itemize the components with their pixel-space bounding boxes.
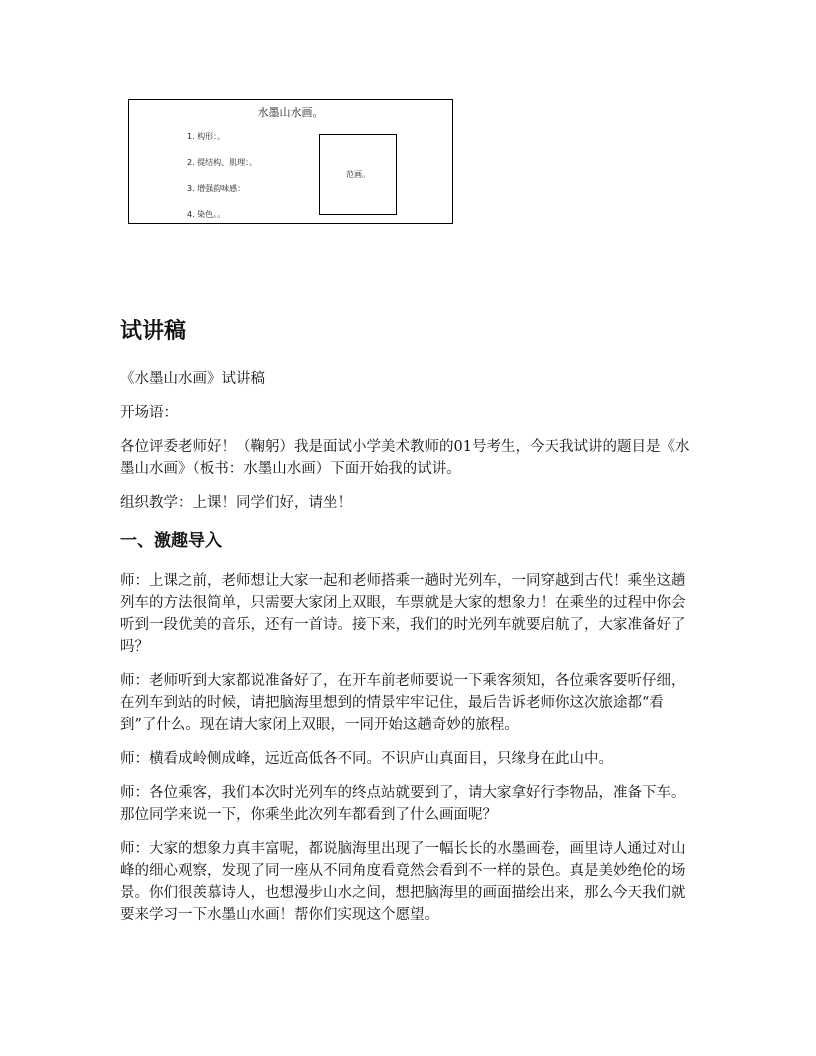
board-step: 3. 增强韵味感： — [187, 184, 246, 193]
document-subtitle: 《水墨山水画》试讲稿 — [120, 371, 265, 387]
body-paragraph: 师：老师听到大家都说准备好了，在开车前老师要说一下乘客须知，各位乘客要听仔细，在列车到站的时候，请把脑海里想到的情景牢牢记住，最后告诉老师你这次旅途都“看到”了什么。现在请大家闭上双眼，一同开始这趟奇妙的旅程。 — [120, 673, 686, 733]
board-step: 2. 提结构、肌理：。 — [187, 158, 258, 167]
document-title: 试讲稿 — [120, 319, 187, 344]
sample-painting-box — [319, 134, 397, 215]
opening-paragraph: 各位评委老师好！（鞠躬）我是面试小学美术教师的01号考生，今天我试讲的题目是《水墨山水画》（板书：水墨山水画）下面开始我的试讲。 — [120, 439, 690, 477]
body-paragraph: 师：上课之前，老师想让大家一起和老师搭乘一趟时光列车，一同穿越到古代！乘坐这趟列车的方法很简单，只需要大家闭上双眼，车票就是大家的想象力！在乘坐的过程中你会听到一段优美的音乐，还有一首诗。接下来，我们的时光列车就要启航了，大家准备好了吗？ — [120, 573, 686, 655]
sample-painting-label: 范画。 — [346, 170, 370, 179]
blackboard-diagram — [128, 99, 453, 224]
body-paragraph: 师：大家的想象力真丰富呢，都说脑海里出现了一幅长长的水墨画卷，画里诗人通过对山峰的细心观察，发现了同一座从不同角度看竟然会看到不一样的景色。真是美妙绝伦的场景。你们很羡慕诗人，也想漫步山水之间，想把脑海里的画面描绘出来，那么今天我们就要来学习一下水墨山水画！帮你们实现这个愿望。 — [120, 841, 686, 923]
board-title: 水墨山水画。 — [257, 106, 324, 119]
board-steps-list — [187, 132, 257, 236]
document-body — [120, 368, 696, 938]
organize-paragraph: 组织教学：上课！同学们好，请坐！ — [120, 495, 352, 511]
section-heading-intro: 一、激趣导入 — [120, 531, 222, 551]
board-step: 1. 构形：。 — [187, 132, 226, 141]
body-paragraph: 师：横看成岭侧成峰，远近高低各不同。不识庐山真面目，只缘身在此山中。 — [120, 751, 613, 767]
board-step: 4. 染色。。 — [187, 210, 226, 219]
body-paragraph: 师：各位乘客，我们本次时光列车的终点站就要到了，请大家拿好行李物品，准备下车。那位同学来说一下，你乘坐此次列车都看到了什么画面呢？ — [120, 785, 686, 823]
opening-label: 开场语： — [120, 405, 178, 421]
